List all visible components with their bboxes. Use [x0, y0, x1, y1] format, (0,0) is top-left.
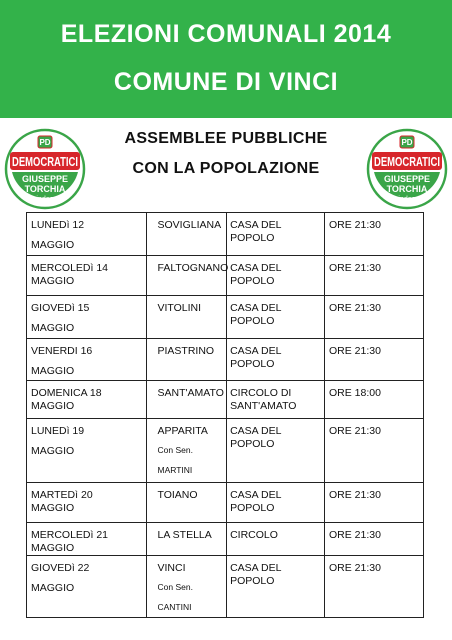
weekday-text: MARTEDì 20	[31, 489, 93, 501]
location-cell	[147, 483, 227, 523]
location-text: FALTOGNANO	[157, 262, 229, 274]
venue-text: CASA DEL POPOLO	[230, 262, 282, 287]
guest-name: MARTINI	[157, 465, 193, 475]
date-cell	[27, 339, 147, 381]
month-text: MAGGIO	[31, 322, 75, 334]
time-cell	[324, 296, 423, 339]
time-cell	[324, 213, 423, 256]
time-text: ORE 21:30	[328, 219, 381, 231]
location-cell	[147, 256, 227, 296]
time-text: ORE 21:30	[328, 302, 381, 314]
time-text: ORE 21:30	[328, 562, 381, 574]
location-cell	[147, 381, 227, 419]
month-text: MAGGIO	[31, 582, 75, 594]
date-cell	[27, 523, 147, 556]
location-cell	[147, 296, 227, 339]
location-cell	[147, 419, 227, 483]
venue-cell	[227, 256, 325, 296]
month-text: MAGGIO	[31, 502, 75, 514]
logo-badge-text: PD	[39, 138, 51, 147]
logo-candidate-first: GIUSEPPE	[383, 174, 431, 184]
schedule-row	[27, 381, 424, 419]
venue-cell	[227, 213, 325, 256]
venue-cell	[227, 523, 325, 556]
logo-party-text: DEMOCRATICI	[374, 155, 440, 169]
date-cell	[27, 256, 147, 296]
month-text: MAGGIO	[31, 239, 75, 251]
location-cell	[147, 523, 227, 556]
venue-cell	[227, 556, 325, 618]
schedule-row	[27, 556, 424, 618]
logo-candidate-first: GIUSEPPE	[21, 174, 69, 184]
venue-text: CIRCOLO DI	[230, 387, 292, 399]
schedule-row	[27, 296, 424, 339]
weekday-text: MERCOLEDì 14	[31, 262, 109, 274]
month-text: MAGGIO	[31, 445, 75, 457]
venue-text: CIRCOLO	[230, 529, 278, 541]
schedule-row	[27, 483, 424, 523]
date-cell	[27, 213, 147, 256]
logo-candidate-last: TORCHIA	[24, 184, 66, 194]
weekday-text: VENERDI 16	[31, 345, 93, 357]
venue-cell	[227, 483, 325, 523]
venue-text: CASA DEL POPOLO	[230, 425, 282, 450]
schedule-row	[27, 523, 424, 556]
venue-text-line2: SANT'AMATO	[230, 400, 297, 412]
logo-role: sindaco	[32, 196, 58, 203]
guest-name: CANTINI	[157, 602, 192, 612]
date-cell	[27, 483, 147, 523]
weekday-text: GIOVEDì 15	[31, 302, 90, 314]
schedule-table	[26, 212, 424, 618]
time-text: ORE 21:30	[328, 529, 381, 541]
time-text: ORE 21:30	[328, 345, 381, 357]
venue-cell	[227, 419, 325, 483]
venue-text: CASA DEL POPOLO	[230, 345, 282, 370]
location-text: VINCI	[157, 562, 186, 574]
page-title: ELEZIONI COMUNALI 2014	[60, 20, 392, 48]
location-text: TOIANO	[157, 489, 198, 501]
month-text: MAGGIO	[31, 400, 75, 412]
democratici-logo-left	[4, 128, 86, 210]
location-cell	[147, 213, 227, 256]
venue-text: CASA DEL POPOLO	[230, 219, 282, 244]
location-text: SOVIGLIANA	[157, 219, 222, 231]
logo-candidate-last: TORCHIA	[386, 184, 428, 194]
time-text: ORE 21:30	[328, 425, 381, 437]
venue-text: CASA DEL POPOLO	[230, 489, 282, 514]
location-text: SANT'AMATO	[157, 387, 224, 399]
democratici-logo-right	[366, 128, 448, 210]
location-text: VITOLINI	[157, 302, 202, 314]
venue-text: CASA DEL POPOLO	[230, 562, 282, 587]
time-cell	[324, 419, 423, 483]
location-cell	[147, 339, 227, 381]
section-title-line2: CON LA POPOLAZIONE	[132, 160, 320, 177]
guest-label: Con Sen.	[157, 445, 193, 455]
time-cell	[324, 381, 423, 419]
location-text: PIASTRINO	[157, 345, 215, 357]
logo-party-text: DEMOCRATICI	[12, 155, 78, 169]
time-cell	[324, 339, 423, 381]
weekday-text: MERCOLEDì 21	[31, 529, 109, 541]
schedule-row	[27, 419, 424, 483]
schedule-row	[27, 213, 424, 256]
logo-role: sindaco	[394, 196, 420, 203]
municipality-title: COMUNE DI VINCI	[113, 68, 339, 96]
time-cell	[324, 556, 423, 618]
weekday-text: LUNEDì 12	[31, 219, 85, 231]
venue-text: CASA DEL POPOLO	[230, 302, 282, 327]
month-text: MAGGIO	[31, 365, 75, 377]
venue-cell	[227, 339, 325, 381]
date-cell	[27, 381, 147, 419]
schedule-row	[27, 339, 424, 381]
time-cell	[324, 483, 423, 523]
weekday-text: LUNEDì 19	[31, 425, 85, 437]
section-title-line1: ASSEMBLEE PUBBLICHE	[124, 130, 328, 147]
location-cell	[147, 556, 227, 618]
date-cell	[27, 419, 147, 483]
header-banner	[0, 0, 452, 118]
time-cell	[324, 523, 423, 556]
date-cell	[27, 296, 147, 339]
month-text: MAGGIO	[31, 542, 75, 554]
date-cell	[27, 556, 147, 618]
logo-badge-text: PD	[401, 138, 413, 147]
weekday-text: GIOVEDì 22	[31, 562, 90, 574]
schedule-row	[27, 256, 424, 296]
month-text: MAGGIO	[31, 275, 75, 287]
venue-cell	[227, 296, 325, 339]
guest-label: Con Sen.	[157, 582, 193, 592]
location-text: LA STELLA	[157, 529, 212, 541]
location-text: APPARITA	[157, 425, 208, 437]
venue-cell	[227, 381, 325, 419]
time-cell	[324, 256, 423, 296]
weekday-text: DOMENICA 18	[31, 387, 102, 399]
time-text: ORE 18:00	[328, 387, 381, 399]
time-text: ORE 21:30	[328, 489, 381, 501]
time-text: ORE 21:30	[328, 262, 381, 274]
